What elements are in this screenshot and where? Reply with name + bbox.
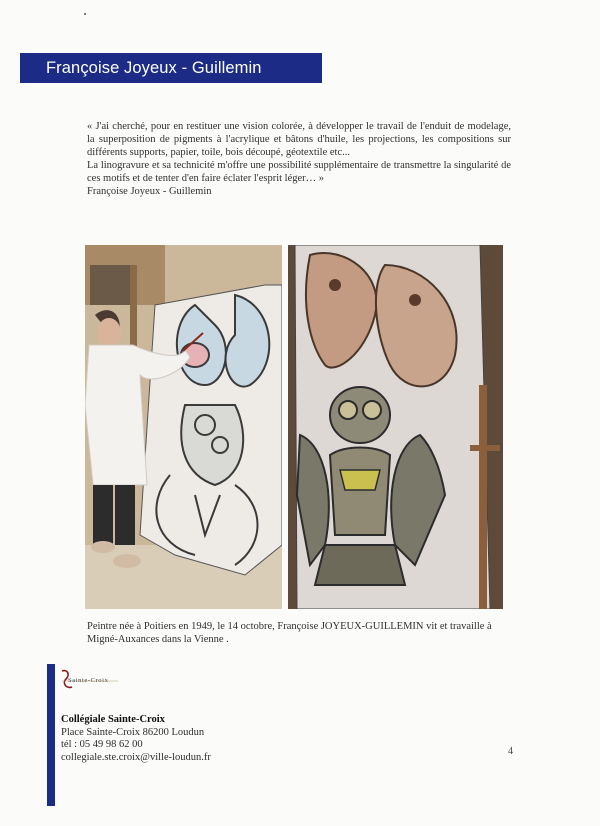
contact-block [61,714,211,764]
quote-signature: Françoise Joyeux - Guillemin [87,186,212,197]
page-number: 4 [508,746,513,757]
footer-accent-bar [47,664,55,806]
artist-quote [87,120,511,198]
contact-email[interactable]: collegiale.ste.croix@ville-loudun.fr [61,751,211,763]
scan-speck [84,13,86,15]
artwork-photos [85,245,503,609]
large-painting-photo [288,245,503,609]
caption-line-2: Migné-Auxances dans la Vienne . [87,634,229,645]
quote-paragraph-1: « J'ai cherché, pour en restituer une vision colorée, à développer le travail de l'enduit de modelage, la superposition de pigments à l'acrylique et bâtons d'huile, les projections, les compositions sur différents supports, papier, toile, bois découpé, géotextile etc... [87,121,511,158]
contact-address: Place Sainte-Croix 86200 Loudun [61,726,205,738]
artwork-photos-graphic [85,245,503,609]
quote-paragraph-2: La linogravure et sa technicité m'offre une possibilité supplémentaire de transmettre la singularité de ces motifs et de tenter d'en faire éclater l'esprit léger… » [87,160,511,184]
contact-name: Collégiale Sainte-Croix [61,714,165,725]
page-title: Françoise Joyeux - Guillemin [20,53,322,83]
contact-phone: tél : 05 49 98 62 00 [61,739,143,750]
artist-painting-photo [85,245,282,609]
caption-line-1: Peintre née à Poitiers en 1949, le 14 octobre, Françoise JOYEUX-GUILLEMIN vit et travaille à [87,621,492,632]
logo-wordmark: Sainte-Croix [68,677,109,684]
photo-caption [87,620,511,646]
